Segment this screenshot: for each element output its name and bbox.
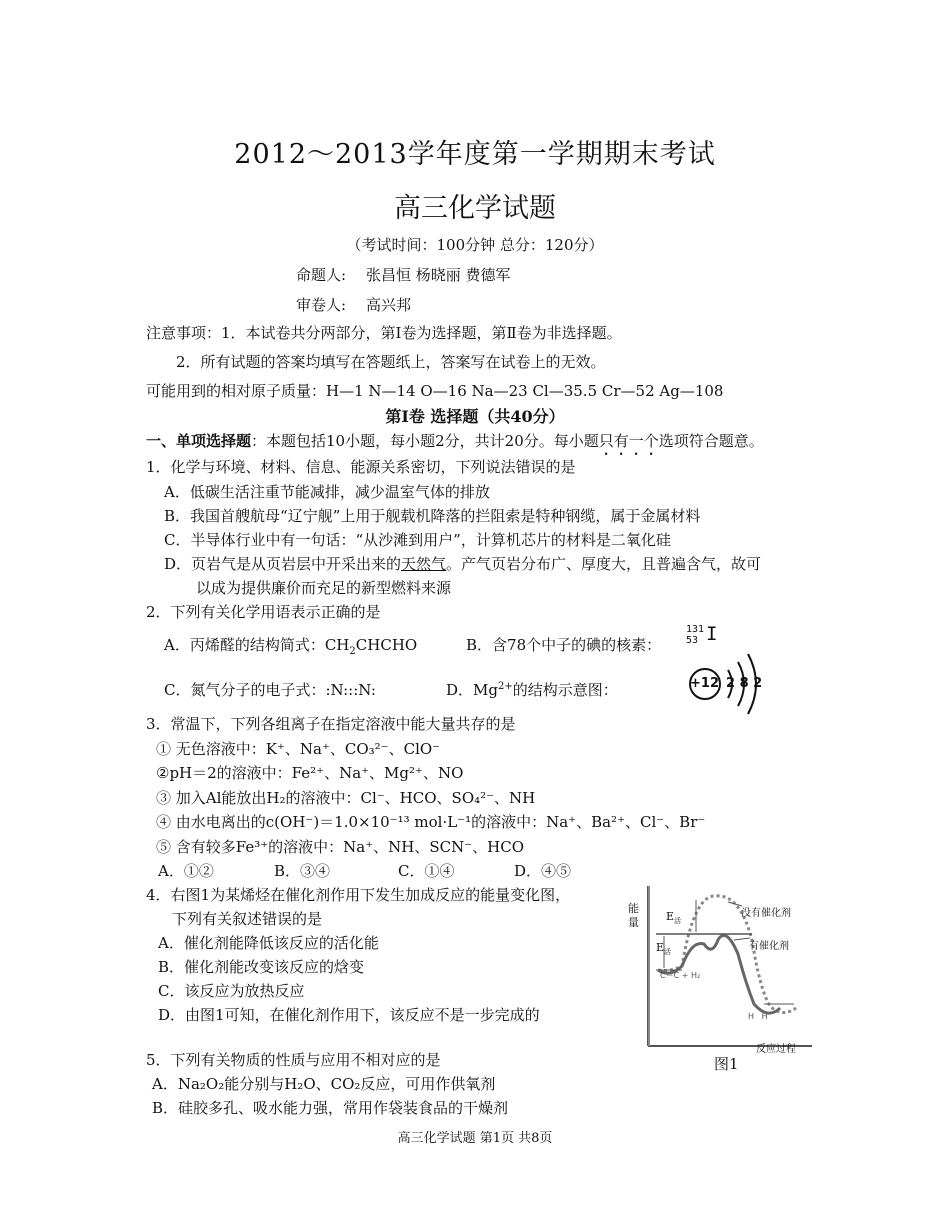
- q1-option-b: B．我国首艘航母“辽宁舰”上用于舰载机降落的拦阻索是特种钢缆，属于金属材料: [164, 507, 701, 525]
- q2-option-c: C．氮气分子的电子式：:N:::N:: [164, 681, 376, 699]
- note-1: 1．本试卷共分两部分，第Ⅰ卷为选择题，第Ⅱ卷为非选择题。: [221, 324, 622, 342]
- q1-option-d-underline: 天然气: [401, 555, 447, 573]
- q4-stem-cont: 下列有关叙述错误的是: [172, 910, 323, 928]
- q3-item-4: ④ 由水电离出的c(OH⁻)＝1.0×10⁻¹³ mol·L⁻¹的溶液中：Na⁺、Ba²⁺、Cl⁻、Br⁻: [156, 813, 706, 831]
- notes: [146, 322, 622, 344]
- q1-stem: 1．化学与环境、材料、信息、能源关系密切，下列说法错误的是: [146, 458, 576, 476]
- iodine-mass-number: 131: [686, 624, 705, 635]
- exam-info: （考试时间：100分钟 总分：120分）: [346, 236, 604, 254]
- q1-option-d-cont: 以成为提供廉价而充足的新型燃料来源: [196, 579, 452, 597]
- q2-option-a: [164, 634, 417, 656]
- part-1-instructions: [146, 430, 764, 459]
- q5-option-b: B．硅胶多孔、吸水能力强，常用作袋装食品的干燥剂: [152, 1099, 509, 1117]
- q1-option-d-pre: D．页岩气是从页岩层中开采出来的: [164, 555, 402, 573]
- part-1-emphasis: 只有一个: [598, 432, 659, 450]
- iodine-atomic-number: 53: [686, 635, 699, 646]
- part-1-desc-end: 选项符合题意。: [658, 432, 764, 450]
- q3-option-c: C．①④: [398, 862, 455, 880]
- notes-label: 注意事项：: [146, 324, 222, 342]
- q2-option-d-post: 的结构示意图：: [512, 681, 618, 699]
- iodine-nuclide: [686, 624, 704, 646]
- authors-label: 命题人:: [296, 266, 347, 284]
- q2-option-d: [446, 679, 618, 701]
- q2-option-d-pre: D．Mg: [446, 681, 498, 699]
- figure1-xlabel: 反应过程: [756, 1044, 796, 1055]
- q3-item-2: ②pH＝2的溶液中：Fe²⁺、Na⁺、Mg²⁺、NO: [156, 764, 464, 782]
- q3-item-3: ③ 加入Al能放出H₂的溶液中：Cl⁻、HCO、SO₄²⁻、NH: [156, 789, 536, 807]
- q3-item-5: ⑤ 含有较多Fe³⁺的溶液中：Na⁺、NH、SCN⁻、HCO: [156, 838, 525, 856]
- q3-option-d: D．④⑤: [514, 862, 572, 880]
- q2-option-a-sub: 2: [349, 646, 356, 657]
- q4-stem: 4．右图1为某烯烃在催化剂作用下发生加成反应的能量变化图，: [146, 886, 571, 904]
- q4-option-b: B．催化剂能改变该反应的焓变: [158, 958, 365, 976]
- q2-option-a-pre: A．丙烯醛的结构简式：CH: [164, 636, 350, 654]
- figure1-ea-uncatalyzed: [666, 910, 682, 926]
- figure1-ea1-sub: 活: [674, 917, 682, 926]
- q1-option-c: C．半导体行业中有一句话：“从沙滩到用户”，计算机芯片的材料是二氧化硅: [164, 531, 671, 549]
- q2-stem: 2．下列有关化学用语表示正确的是: [146, 603, 381, 621]
- figure1-ea2-sub: 活: [664, 948, 672, 957]
- q5-option-a: A．Na₂O₂能分别与H₂O、CO₂反应，可用作供氧剂: [152, 1075, 496, 1093]
- subject-title: 高三化学试题: [394, 193, 556, 224]
- authors: 张昌恒 杨晓丽 费德军: [366, 266, 511, 284]
- q3-option-a: A．①②: [158, 862, 214, 880]
- q5-stem: 5．下列有关物质的性质与应用不相对应的是: [146, 1051, 441, 1069]
- figure1-catalyst-label: 有催化剂: [749, 941, 789, 952]
- q2-option-a-post: CHCHO: [355, 636, 418, 654]
- figure1-ylabel: 能量: [628, 902, 639, 929]
- part-1-heading: 一、单项选择题: [146, 432, 252, 450]
- figure1-caption: 图1: [714, 1055, 739, 1073]
- q4-option-d: D．由图1可知，在催化剂作用下，该反应不是一步完成的: [158, 1006, 540, 1024]
- figure1-reactant: C＝C + H₂: [660, 971, 701, 980]
- page-footer: 高三化学试题 第1页 共8页: [397, 1131, 553, 1146]
- reviewer: 高兴邦: [366, 296, 412, 314]
- figure1-ea2-symbol: E: [656, 941, 665, 954]
- q3-stem: 3．常温下，下列各组离子在指定溶液中能大量共存的是: [146, 715, 516, 733]
- figure1-no-catalyst-label: 没有催化剂: [741, 908, 791, 919]
- q3-option-b: B．③④: [274, 862, 331, 880]
- part-1-desc: ：本题包括10小题，每小题2分，共计20分。每小题: [251, 432, 599, 450]
- q3-item-1: ① 无色溶液中：K⁺、Na⁺、CO₃²⁻、ClO⁻: [156, 740, 441, 758]
- note-2: 2．所有试题的答案均填写在答题纸上，答案写在试卷上的无效。: [176, 353, 606, 371]
- reviewer-label: 审卷人:: [296, 296, 347, 314]
- q4-option-c: C．该反应为放热反应: [158, 982, 305, 1000]
- q1-option-d-post: 。产气页岩分布广、厚度大，且普遍含气，故可: [446, 555, 762, 573]
- mg-shell-electrons: 2 8 2: [726, 676, 763, 691]
- exam-title: 2012～2013学年度第一学期期末考试: [234, 139, 716, 170]
- q2-option-b: B．含78个中子的碘的核素：: [466, 636, 662, 654]
- figure1-ea1-symbol: E: [666, 910, 675, 923]
- atomic-masses: 可能用到的相对原子质量：H—1 N—14 O—16 Na—23 Cl—35.5 Cr—52 Ag—108: [146, 382, 724, 400]
- q1-option-d: [164, 553, 761, 575]
- q4-option-a: A．催化剂能降低该反应的活化能: [158, 934, 379, 952]
- figure1-ea-catalyzed: [656, 941, 672, 957]
- iodine-symbol: I: [706, 623, 718, 645]
- mg-nucleus-charge: +12: [690, 676, 719, 691]
- q1-option-a: A．低碳生活注重节能减排，减少温室气体的排放: [164, 483, 490, 501]
- q2-option-d-sup: 2+: [498, 681, 513, 692]
- figure1-product: H H: [748, 1012, 768, 1021]
- section-1-title: 第Ⅰ卷 选择题（共40分）: [385, 407, 565, 426]
